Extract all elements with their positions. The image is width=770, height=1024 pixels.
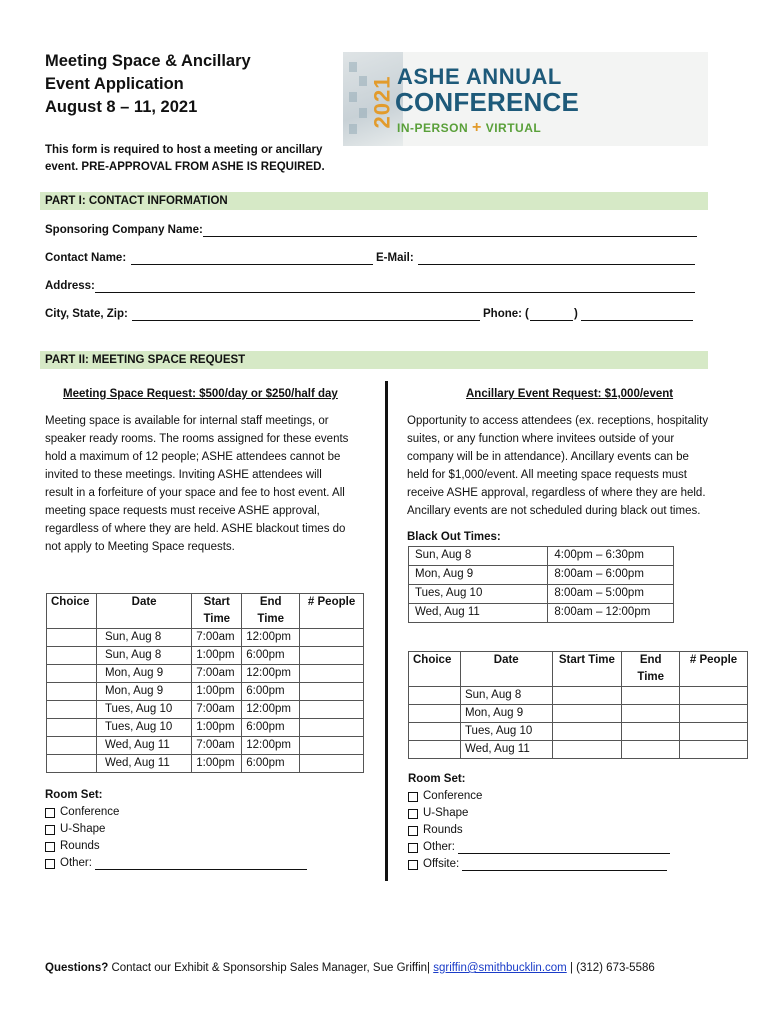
meeting-desc-line: meeting space requests must receive ASHE approval, xyxy=(45,505,320,517)
blackout-time: 8:00am – 6:00pm xyxy=(548,566,674,585)
date-cell: Sun, Aug 8 xyxy=(96,647,191,665)
intro-line-1: This form is required to host a meeting or ancillary xyxy=(45,144,323,156)
column-divider xyxy=(385,381,388,881)
col-end-time: End Time xyxy=(622,652,680,687)
date-cell: Tues, Aug 10 xyxy=(96,719,191,737)
people-cell[interactable] xyxy=(680,705,748,723)
end-time-cell: 12:00pm xyxy=(242,701,300,719)
date-cell: Wed, Aug 11 xyxy=(96,737,191,755)
ancillary-table-header xyxy=(409,652,748,687)
part1-heading: PART I: CONTACT INFORMATION xyxy=(40,192,708,210)
table-row xyxy=(409,687,748,705)
start-time-cell: 1:00pm xyxy=(192,755,242,773)
date-cell: Mon, Aug 9 xyxy=(460,705,552,723)
room-set-offsite[interactable] xyxy=(408,856,670,873)
ancillary-desc-line: held for $1,000/event. All meeting space requests must xyxy=(407,469,687,481)
option-label: Other: xyxy=(60,857,92,869)
blackout-row xyxy=(409,547,674,566)
start-time-cell: 7:00am xyxy=(192,629,242,647)
offsite-field[interactable] xyxy=(462,859,667,871)
start-time-cell: 1:00pm xyxy=(192,647,242,665)
phone-paren-close: ) xyxy=(574,308,578,320)
footer-contact xyxy=(45,962,655,974)
start-time-cell[interactable] xyxy=(552,723,622,741)
meeting-desc-line: speaker ready rooms. The rooms assigned for these events xyxy=(45,433,349,445)
ancillary-room-set xyxy=(408,771,670,873)
start-time-cell: 7:00am xyxy=(192,665,242,683)
table-row xyxy=(409,705,748,723)
blackout-title: Black Out Times: xyxy=(407,531,501,543)
blackout-day: Wed, Aug 11 xyxy=(409,604,548,623)
col-start-time: Start Time xyxy=(192,594,242,629)
col-date: Date xyxy=(460,652,552,687)
end-time-cell: 6:00pm xyxy=(242,683,300,701)
city-state-zip-label: City, State, Zip: xyxy=(45,308,128,320)
choice-cell[interactable] xyxy=(47,719,97,737)
meeting-desc-line: regardless of where they are held. ASHE blackout times do xyxy=(45,523,346,535)
room-set-conference[interactable] xyxy=(408,788,670,805)
checkbox-icon[interactable] xyxy=(45,825,55,835)
meeting-room-set xyxy=(45,787,307,872)
end-time-cell[interactable] xyxy=(622,723,680,741)
col-people: # People xyxy=(300,594,364,629)
table-row xyxy=(409,723,748,741)
start-time-cell: 7:00am xyxy=(192,737,242,755)
blackout-row xyxy=(409,566,674,585)
people-cell[interactable] xyxy=(680,687,748,705)
date-cell: Wed, Aug 11 xyxy=(96,755,191,773)
sponsoring-company-field[interactable] xyxy=(203,236,697,237)
choice-cell[interactable] xyxy=(47,647,97,665)
table-row xyxy=(47,665,364,683)
ancillary-desc-line: receive ASHE approval, regardless of where they are held. xyxy=(407,487,706,499)
contact-name-field[interactable] xyxy=(131,264,373,265)
date-cell: Tues, Aug 10 xyxy=(460,723,552,741)
email-label: E-Mail: xyxy=(376,252,414,264)
other-field[interactable] xyxy=(458,842,670,854)
table-row xyxy=(47,755,364,773)
ancillary-desc-line: suites, or any function where invitees outside of your xyxy=(407,433,675,445)
ancillary-desc-line: Ancillary events are not scheduled during black out times. xyxy=(407,505,701,517)
table-row xyxy=(409,741,748,759)
meeting-space-heading: Meeting Space Request: $500/day or $250/half day xyxy=(63,388,338,400)
checkbox-icon[interactable] xyxy=(408,826,418,836)
address-field[interactable] xyxy=(95,292,695,293)
meeting-space-table xyxy=(46,593,364,773)
col-choice: Choice xyxy=(47,594,97,629)
option-label: Other: xyxy=(423,841,455,853)
end-time-cell: 6:00pm xyxy=(242,719,300,737)
choice-cell[interactable] xyxy=(47,701,97,719)
choice-cell[interactable] xyxy=(47,683,97,701)
start-time-cell: 7:00am xyxy=(192,701,242,719)
choice-cell[interactable] xyxy=(409,705,461,723)
col-end-time: End Time xyxy=(242,594,300,629)
blackout-time: 8:00am – 12:00pm xyxy=(548,604,674,623)
address-row xyxy=(45,278,697,294)
part2-heading: PART II: MEETING SPACE REQUEST xyxy=(40,351,708,369)
table-row xyxy=(47,647,364,665)
choice-cell[interactable] xyxy=(47,629,97,647)
checkbox-icon[interactable] xyxy=(408,860,418,870)
start-time-cell[interactable] xyxy=(552,705,622,723)
people-cell[interactable] xyxy=(300,665,364,683)
blackout-time: 8:00am – 5:00pm xyxy=(548,585,674,604)
phone-area-code-field[interactable] xyxy=(530,320,573,321)
meeting-desc-line: result in a forfeiture of your space and fee to host event. All xyxy=(45,487,345,499)
date-cell: Tues, Aug 10 xyxy=(96,701,191,719)
start-time-cell: 1:00pm xyxy=(192,719,242,737)
people-cell[interactable] xyxy=(300,737,364,755)
meeting-desc-line: Meeting space is available for internal staff meetings, or xyxy=(45,415,329,427)
logo-line-3: IN-PERSON + VIRTUAL xyxy=(397,119,542,136)
checkbox-icon[interactable] xyxy=(408,843,418,853)
phone-label: Phone: xyxy=(483,308,522,320)
col-people: # People xyxy=(680,652,748,687)
room-set-u-shape[interactable] xyxy=(45,821,307,838)
intro-line-2: event. PRE-APPROVAL FROM ASHE IS REQUIRED. xyxy=(45,161,325,173)
end-time-cell: 12:00pm xyxy=(242,665,300,683)
people-cell[interactable] xyxy=(680,741,748,759)
end-time-cell: 6:00pm xyxy=(242,647,300,665)
phone-number-field[interactable] xyxy=(581,320,693,321)
checkbox-icon[interactable] xyxy=(45,808,55,818)
end-time-cell: 6:00pm xyxy=(242,755,300,773)
blackout-day: Mon, Aug 9 xyxy=(409,566,548,585)
choice-cell[interactable] xyxy=(409,723,461,741)
city-state-zip-field[interactable] xyxy=(132,320,480,321)
logo-year: 2021 xyxy=(369,75,395,129)
blackout-table xyxy=(408,546,674,623)
choice-cell[interactable] xyxy=(409,687,461,705)
date-cell: Wed, Aug 11 xyxy=(460,741,552,759)
table-row xyxy=(47,737,364,755)
blackout-time: 4:00pm – 6:30pm xyxy=(548,547,674,566)
logo-line-2: CONFERENCE xyxy=(395,87,580,117)
form-title xyxy=(45,50,251,119)
option-label: Offsite: xyxy=(423,858,460,870)
choice-cell[interactable] xyxy=(47,755,97,773)
table-row xyxy=(47,719,364,737)
people-cell[interactable] xyxy=(300,755,364,773)
city-phone-row xyxy=(45,306,697,322)
table-row xyxy=(47,701,364,719)
blackout-day: Sun, Aug 8 xyxy=(409,547,548,566)
title-line-1: Meeting Space & Ancillary xyxy=(45,52,251,70)
date-cell: Mon, Aug 9 xyxy=(96,665,191,683)
table-row xyxy=(47,683,364,701)
intro-text xyxy=(45,142,345,176)
start-time-cell[interactable] xyxy=(552,741,622,759)
checkbox-icon[interactable] xyxy=(408,809,418,819)
start-time-cell[interactable] xyxy=(552,687,622,705)
people-cell[interactable] xyxy=(300,629,364,647)
option-label: Rounds xyxy=(60,840,100,852)
room-set-rounds[interactable] xyxy=(45,838,307,855)
room-set-title: Room Set: xyxy=(45,789,103,801)
date-cell: Sun, Aug 8 xyxy=(96,629,191,647)
choice-cell[interactable] xyxy=(47,737,97,755)
checkbox-icon[interactable] xyxy=(408,792,418,802)
ashe-conference-logo xyxy=(343,52,708,146)
option-label: Conference xyxy=(423,790,483,802)
checkbox-icon[interactable] xyxy=(45,842,55,852)
contact-name-label: Contact Name: xyxy=(45,252,127,264)
end-time-cell[interactable] xyxy=(622,741,680,759)
option-label: Rounds xyxy=(423,824,463,836)
ancillary-event-table xyxy=(408,651,748,759)
ancillary-event-heading: Ancillary Event Request: $1,000/event xyxy=(466,388,674,400)
option-label: U-Shape xyxy=(60,823,106,835)
footer-text: Contact our Exhibit & Sponsorship Sales Manager, Sue Griffin| xyxy=(108,962,434,974)
room-set-conference[interactable] xyxy=(45,804,307,821)
people-cell[interactable] xyxy=(300,647,364,665)
ancillary-desc-line: company will be in attendance). Ancillary events can be xyxy=(407,451,689,463)
people-cell[interactable] xyxy=(680,723,748,741)
room-set-other[interactable] xyxy=(45,855,307,872)
logo-line-1: ASHE ANNUAL xyxy=(397,64,562,89)
title-line-3: August 8 – 11, 2021 xyxy=(45,98,198,116)
meeting-desc-line: invited to these meetings. Inviting ASHE attendees will xyxy=(45,469,322,481)
blackout-row xyxy=(409,604,674,623)
meeting-table-header xyxy=(47,594,364,629)
title-line-2: Event Application xyxy=(45,75,184,93)
ancillary-desc-line: Opportunity to access attendees (ex. receptions, hospitality xyxy=(407,415,709,427)
room-set-title: Room Set: xyxy=(408,773,466,785)
col-start-time: Start Time xyxy=(552,652,622,687)
meeting-space-description xyxy=(45,412,363,556)
people-cell[interactable] xyxy=(300,701,364,719)
start-time-cell: 1:00pm xyxy=(192,683,242,701)
end-time-cell[interactable] xyxy=(622,687,680,705)
blackout-day: Tues, Aug 10 xyxy=(409,585,548,604)
end-time-cell: 12:00pm xyxy=(242,629,300,647)
col-date: Date xyxy=(96,594,191,629)
col-choice: Choice xyxy=(409,652,461,687)
people-cell[interactable] xyxy=(300,683,364,701)
room-set-u-shape[interactable] xyxy=(408,805,670,822)
room-set-other[interactable] xyxy=(408,839,670,856)
phone-paren-open: ( xyxy=(525,308,529,320)
people-cell[interactable] xyxy=(300,719,364,737)
checkbox-icon[interactable] xyxy=(45,859,55,869)
ancillary-event-description xyxy=(407,412,725,520)
other-field[interactable] xyxy=(95,858,307,870)
end-time-cell: 12:00pm xyxy=(242,737,300,755)
sponsoring-company-label: Sponsoring Company Name: xyxy=(45,224,203,236)
email-field[interactable] xyxy=(418,264,695,265)
room-set-rounds[interactable] xyxy=(408,822,670,839)
blackout-row xyxy=(409,585,674,604)
footer-phone: | (312) 673-5586 xyxy=(566,962,655,974)
option-label: Conference xyxy=(60,806,120,818)
contact-row xyxy=(45,250,697,266)
meeting-desc-line: not apply to Meeting Space requests. xyxy=(45,541,235,553)
choice-cell[interactable] xyxy=(47,665,97,683)
choice-cell[interactable] xyxy=(409,741,461,759)
sponsoring-company-row xyxy=(45,222,697,238)
questions-label: Questions? xyxy=(45,962,109,974)
address-label: Address: xyxy=(45,280,95,292)
end-time-cell[interactable] xyxy=(622,705,680,723)
contact-email-link[interactable]: sgriffin@smithbucklin.com xyxy=(433,962,567,974)
date-cell: Mon, Aug 9 xyxy=(96,683,191,701)
meeting-desc-line: hold a maximum of 12 people; ASHE attendees cannot be xyxy=(45,451,341,463)
date-cell: Sun, Aug 8 xyxy=(460,687,552,705)
table-row xyxy=(47,629,364,647)
option-label: U-Shape xyxy=(423,807,469,819)
